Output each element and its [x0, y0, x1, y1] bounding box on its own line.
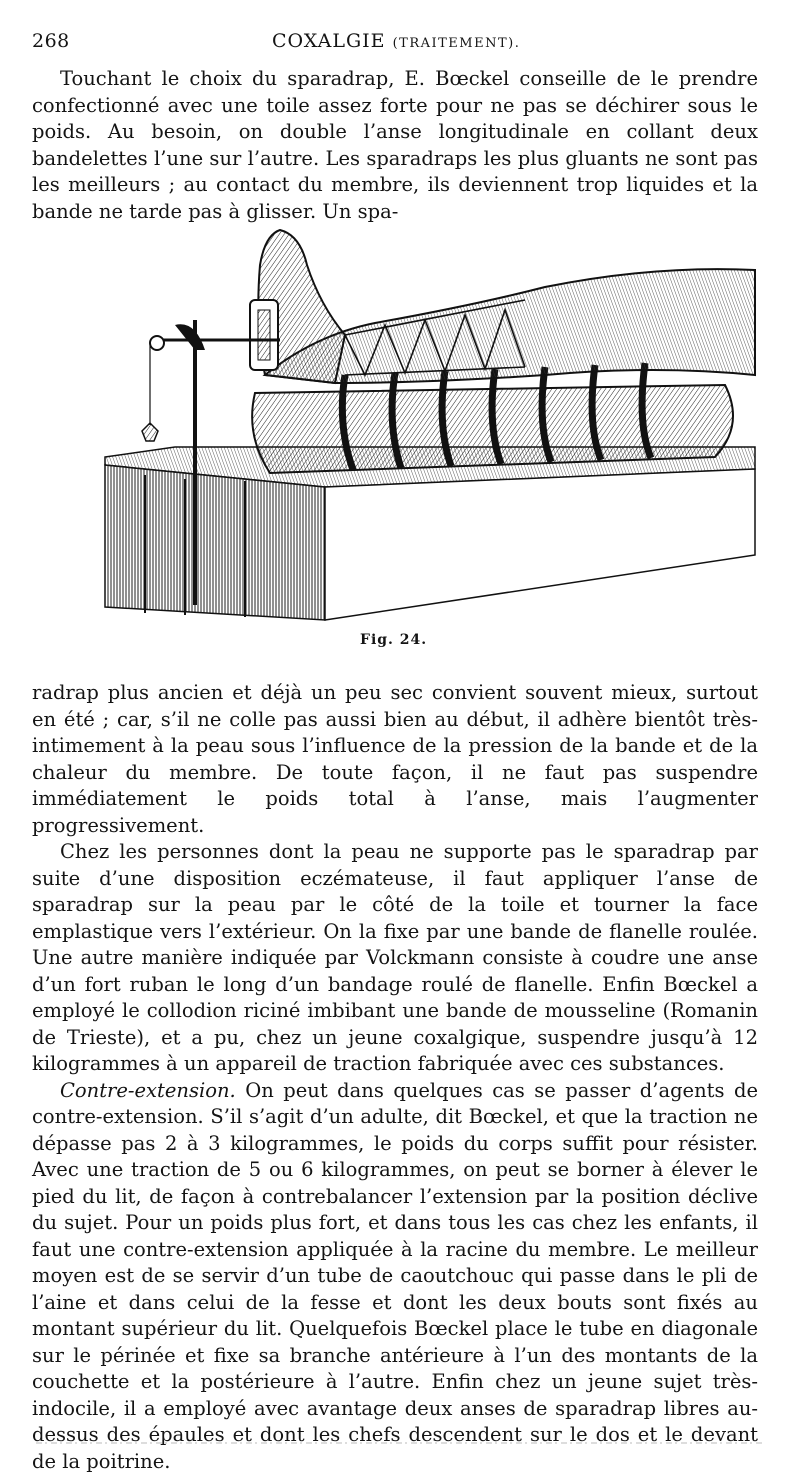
- running-head-subtitle: (TRAITEMENT).: [392, 36, 521, 51]
- figure-illustration: [95, 225, 765, 625]
- page-header: [32, 30, 760, 60]
- paragraph: Touchant le choix du sparadrap, E. Bœckel conseille de le prendre confectionné avec une toile assez forte pour ne pas se déchirer sous le poids. Au besoin, on double l’anse longitudinale en collant deux bandelettes l’une sur l’autre. Les sparadraps les plus gluants ne sont pas les meilleurs ; au contact du membre, ils deviennent trop liquides et la bande ne tarde pas à glisser. Un spa-: [32, 67, 758, 223]
- leg-traction-engraving: [95, 225, 765, 625]
- running-head: [272, 30, 520, 52]
- weight: [142, 423, 158, 441]
- section-lead: Contre-extension.: [60, 1078, 236, 1102]
- paragraph: Chez les personnes dont la peau ne supporte pas le sparadrap par suite d’une disposition eczémateuse, il faut appliquer l’anse de sparadrap sur la peau par le côté de la toile et tourner la face emplastique vers l’extérieur. On la fixe par une bande de flanelle roulée. Une autre manière indiquée par Volckmann consiste à coudre une anse d’un fort ruban le long d’un bandage roulé de flanelle. Enfin Bœckel a employé le collodion riciné imbibant une bande de mousseline (Romanin de Trieste), et a pu, chez un jeune coxalgique, suspendre jusqu’à 12 kilogrammes à un appareil de traction fabriquée avec ces substances.: [32, 840, 758, 1075]
- pulley: [150, 336, 164, 350]
- text-block-top: [32, 66, 758, 225]
- print-noise-line: [36, 1440, 762, 1446]
- text-block-bottom: [32, 680, 758, 1475]
- paragraph: [32, 1078, 758, 1476]
- paragraph: radrap plus ancien et déjà un peu sec convient souvent mieux, surtout en été ; car, s’il ne colle pas aussi bien au début, il adhère bientôt très-intimement à la peau sous l’influence de la pression de la bande et de la chaleur du membre. De toute façon, il ne faut pas suspendre immédiatement le poids total à l’anse, mais l’augmenter progressivement.: [32, 681, 758, 837]
- page-number: 268: [32, 30, 70, 52]
- bed-side: [325, 469, 755, 620]
- running-head-title: COXALGIE: [272, 30, 386, 52]
- bed-front: [105, 465, 325, 620]
- paragraph-text: On peut dans quelques cas se passer d’agents de contre-extension. S’il s’agit d’un adulte, dit Bœckel, et que la traction ne dépasse pas 2 à 3 kilogrammes, le poids du corps suffit pour résister. Avec une traction de 5 ou 6 kilogrammes, on peut se borner à élever le pied du lit, de façon à contrebalancer l’extension par la position déclive du sujet. Pour un poids plus fort, et dans tous les cas chez les enfants, il faut une contre-extension appliquée à la racine du membre. Le meilleur moyen est de se servir d’un tube de caoutchouc qui passe dans le pli de l’aine et dans celui de la fesse et dont les deux bouts sont fixés au montant supérieur du lit. Quelquefois Bœckel place le tube en diagonale sur le périnée et fixe sa branche antérieure à l’un des montants de la couchette et la postérieure à l’autre. Enfin chez un jeune sujet très-indocile, il a employé avec avantage deux anses de sparadrap libres au-dessus des épaules et dont les chefs descendent sur le dos et le devant de la poitrine.: [32, 1078, 758, 1473]
- figure-caption: Fig. 24.: [360, 632, 428, 648]
